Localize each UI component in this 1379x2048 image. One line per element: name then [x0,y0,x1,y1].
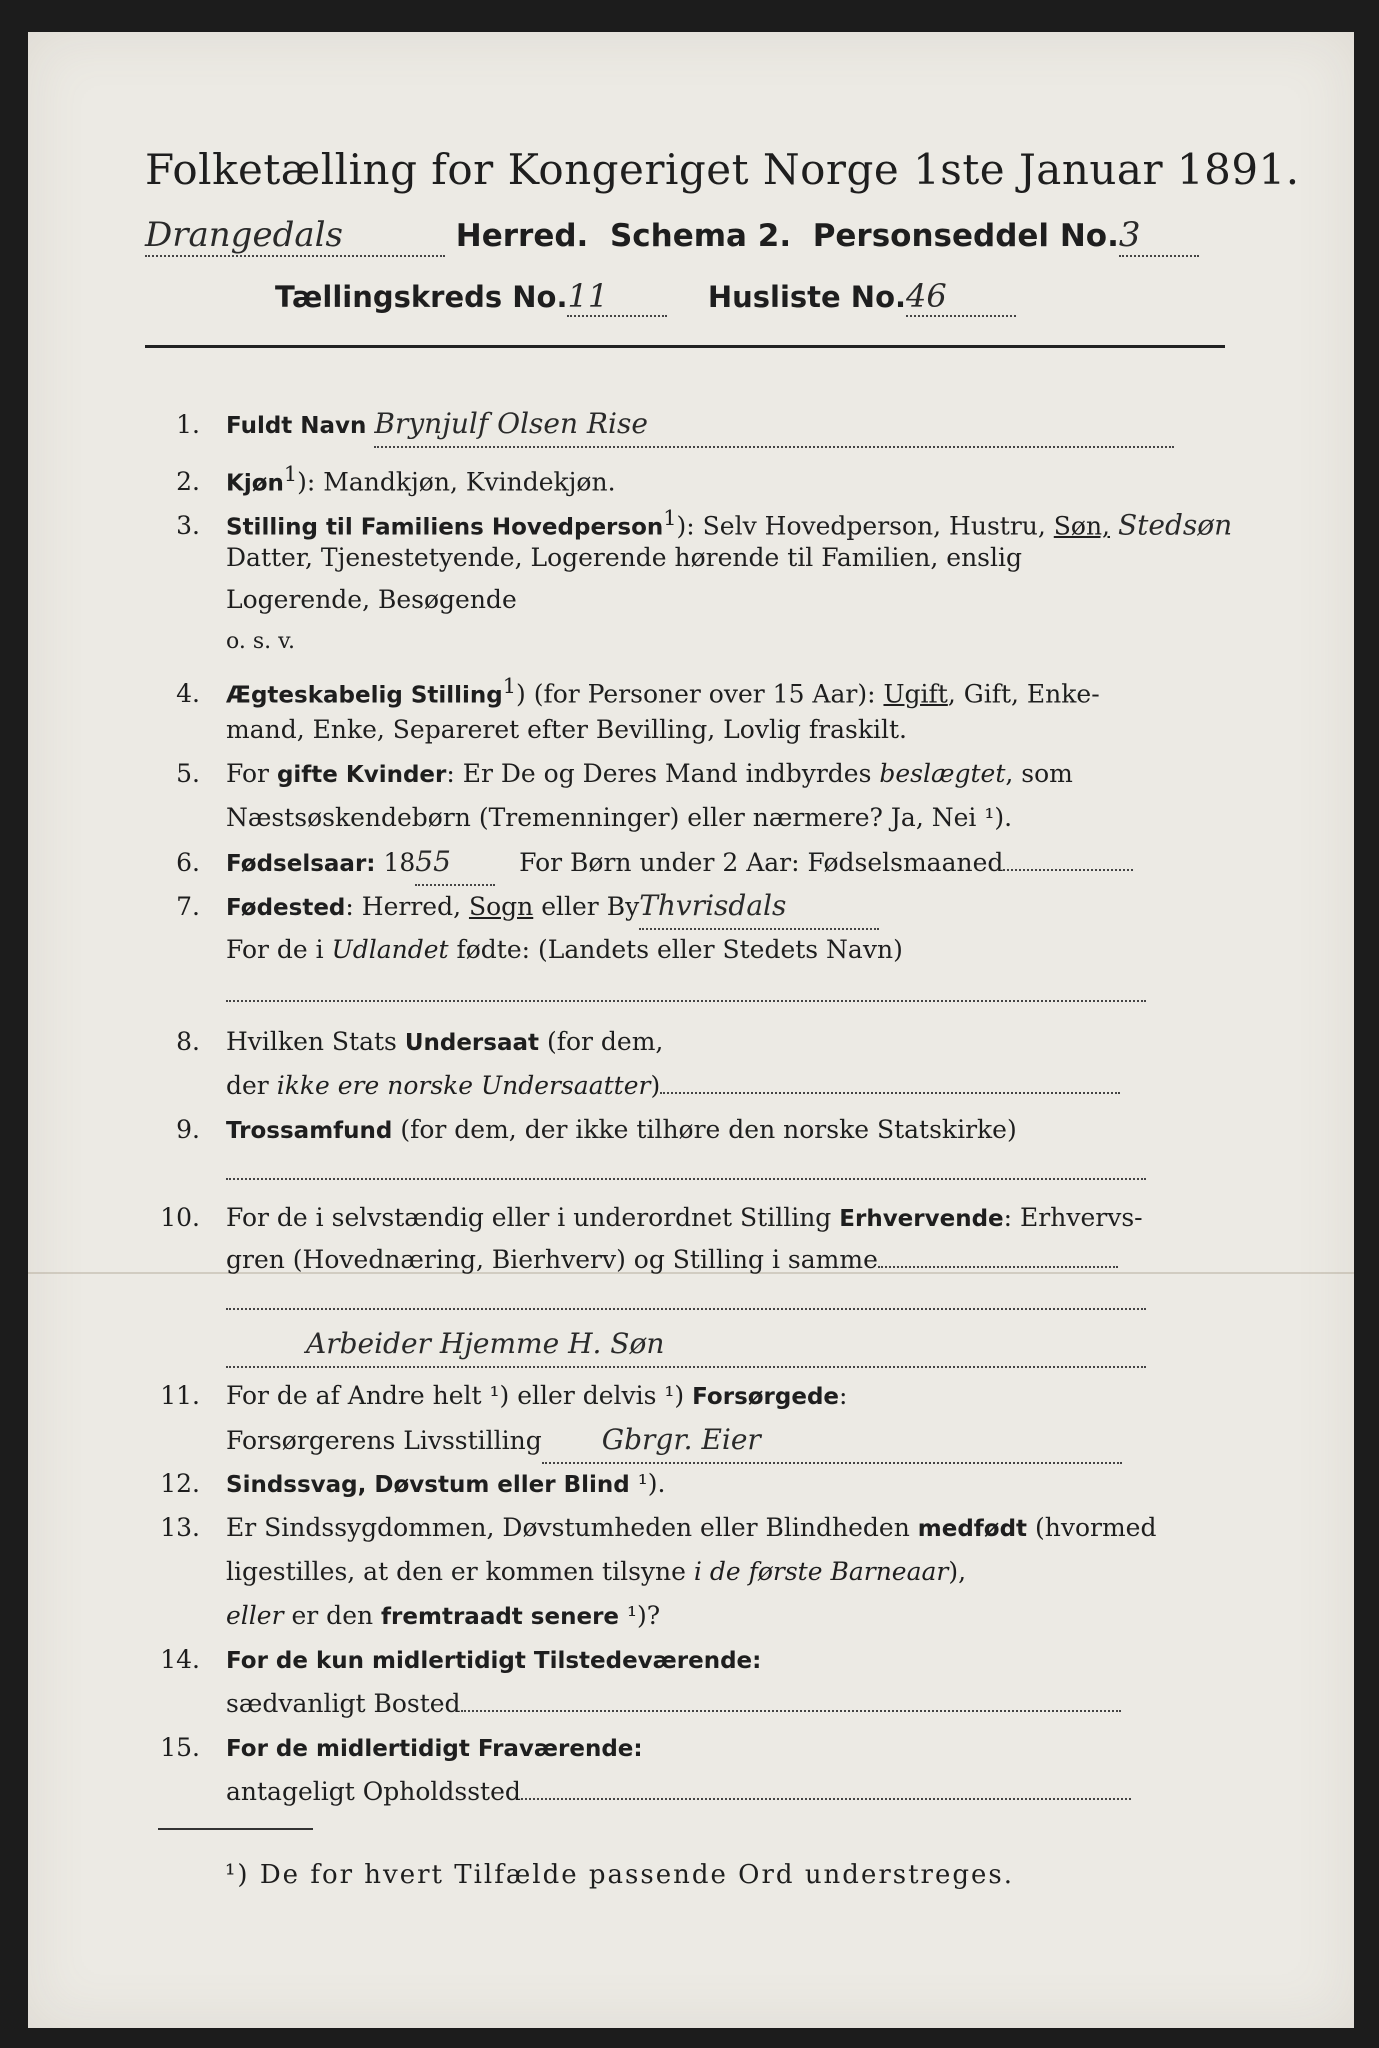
item-label: For de kun midlertidigt Tilstedeværende: [226,1648,762,1674]
item-label: Forsørgede [692,1384,840,1410]
item-15 [145,1726,1225,1771]
item-label: For de midlertidigt Fraværende: [226,1736,643,1762]
item-5 [145,752,1225,797]
footnote-separator [158,1828,313,1830]
item-text: gren (Hovednæring, Bierhverv) og Stilling i samme [226,1245,878,1274]
item-10 [145,1196,1225,1241]
header-rule [145,345,1225,348]
item-9-fill-line [145,1150,1306,1194]
item-7 [145,884,1225,930]
form-header-line [145,215,1225,257]
item-3-line-3: Logerende, Besøgende [226,585,517,614]
item-10-value-line [145,1322,1306,1368]
item-label: Fuldt Navn [226,413,367,439]
item-13-line-3 [145,1594,1306,1639]
birthplace-value: Thvrisdals [639,884,879,930]
item-3-line-4: o. s. v. [226,629,295,654]
underlined-option: Sogn [468,892,534,921]
item-number: 13. [160,1513,200,1542]
item-text: sædvanligt Bosted [226,1689,461,1718]
item-number: 6. [176,848,200,877]
item-5-line-2: Næstsøskendebørn (Tremenninger) eller nærmere? Ja, Nei ¹). [226,803,1013,832]
item-text: ligestilles, at den er kommen tilsyne [226,1557,694,1586]
item-text: Er Sindssygdommen, Døvstumheden eller Blindheden [226,1513,918,1542]
item-label: Ægteskabelig Stilling [226,682,503,709]
item-text: ¹)? [619,1601,661,1630]
footnote: ¹) De for hvert Tilfælde passende Ord understreges. [225,1860,1015,1890]
item-7-line-2 [145,928,1306,972]
birth-year-prefix: 18 [383,848,416,877]
item-6 [145,840,1225,886]
item-number: 4. [176,679,200,709]
item-text: Forsørgerens Livsstilling [226,1426,542,1455]
underlined-option: Ugift [883,679,948,709]
item-text: , Gift, Enke- [947,679,1100,709]
item-14-line-2 [145,1682,1306,1726]
item-8 [145,1020,1225,1065]
item-13-line-2 [145,1550,1306,1594]
husliste-label: Husliste No. [707,280,907,314]
item-number: 1. [176,410,200,439]
item-12 [145,1462,1225,1507]
item-text: For de i selvstændig eller i underordnet Stilling [226,1203,840,1232]
item-11-line-2 [145,1418,1306,1464]
personseddel-label: Personseddel No. [812,218,1119,254]
item-label: Kjøn [226,470,284,497]
item-text: For [226,759,277,788]
item-label: fremtraadt senere [381,1604,620,1630]
item-text: eller By [533,892,640,921]
item-text: er den [283,1601,382,1630]
husliste-value: 46 [906,277,1016,317]
item-text: antageligt Opholdssted [226,1777,521,1806]
herred-label: Herred. [455,218,589,254]
item-13 [145,1506,1225,1551]
form-title: Folketælling for Kongeriget Norge 1ste Januar 1891. [145,145,1300,194]
item-4: 4. Ægteskabelig Stilling$^1$) (for Personer over 15 Aar): Ugift, Gift, Enke- [145,664,1225,717]
item-text: : Er De og Deres Mand indbyrdes [446,759,880,788]
item-label: Fødselsaar: [226,851,376,877]
item-9 [145,1108,1225,1153]
item-number: 7. [176,892,200,921]
item-text: ¹). [629,1469,666,1498]
item-label: Undersaat [404,1030,539,1056]
underlined-option: Søn, [1053,511,1110,541]
item-italic: eller [226,1601,284,1630]
item-number: 14. [160,1645,200,1674]
birth-year-value: 55 [415,840,495,886]
item-8-line-2 [145,1064,1306,1108]
item-text: : Herred, [345,892,469,921]
item-11 [145,1374,1225,1419]
herred-value: Drangedals [145,215,445,257]
item-label: Erhvervende [839,1206,1004,1232]
item-text: ): Mandkjøn, Kvindekjøn. [297,467,616,497]
family-position-value: Stedsøn [1117,508,1233,542]
item-text: der [226,1071,277,1100]
item-number: 5. [176,759,200,788]
item-text: For de af Andre helt ¹) eller delvis ¹) [226,1381,693,1410]
item-text: (for dem, [539,1027,664,1056]
item-3-line-2: Datter, Tjenestetyende, Logerende hørende til Familien, enslig [226,543,1023,572]
item-italic: i de første Barneaar [693,1557,949,1586]
item-4-line-2: mand, Enke, Separeret efter Bevilling, Lovlig fraskilt. [226,715,907,744]
item-text: : Erhvervs- [1003,1203,1143,1232]
item-number: 15. [160,1733,200,1762]
item-text: ), [948,1557,967,1586]
item-label: Trossamfund [226,1118,393,1144]
item-number: 8. [176,1027,200,1056]
footnote-mark: 1 [283,462,298,486]
item-number: 11. [160,1381,200,1410]
item-number: 10. [160,1203,200,1232]
provider-occupation-value: Gbrgr. Eier [542,1418,1122,1464]
item-number: 3. [176,511,200,541]
item-italic: Udlandet [331,935,449,964]
item-text: ) (for Personer over 15 Aar): [516,679,884,709]
kreds-label: Tællingskreds No. [275,280,568,314]
item-10-line-2 [145,1238,1306,1282]
item-1 [145,402,1225,448]
occupation-value: Arbeider Hjemme H. Søn [226,1322,1146,1368]
item-italic: ikke ere norske Undersaatter [276,1071,651,1100]
item-label: Stilling til Familiens Hovedperson [226,514,664,541]
item-text: fødte: (Landets eller Stedets Navn) [448,935,903,964]
item-label: medfødt [917,1516,1028,1542]
item-3: 3. Stilling til Familiens Hovedperson$^1$): Selv Hovedperson, Hustru, Søn, Stedsøn [145,496,1225,549]
item-text: (for dem, der ikke tilhøre den norske Statskirke) [392,1115,1017,1144]
item-label: Sindssvag, Døvstum eller Blind [226,1472,630,1498]
item-7-fill-line [145,972,1306,1016]
full-name-value: Brynjulf Olsen Rise [374,402,1174,448]
item-15-line-2 [145,1770,1306,1814]
item-text: For de i [226,935,332,964]
item-text: For Børn under 2 Aar: Fødselsmaaned [519,848,1004,877]
item-number: 2. [176,467,200,497]
item-text: ): Selv Hovedperson, Hustru, [676,511,1054,541]
schema-label: Schema 2. [609,218,792,254]
item-text: Hvilken Stats [226,1027,405,1056]
kreds-line [275,277,1016,317]
item-number: 12. [160,1469,200,1498]
kreds-value: 11 [567,277,667,317]
item-text: : [839,1381,848,1410]
item-label: gifte Kvinder [276,762,447,788]
item-text: , som [1005,759,1073,788]
item-text: (hvormed [1027,1513,1157,1542]
item-text: ) [650,1071,661,1100]
item-number: 9. [176,1115,200,1144]
item-10-fill-line [145,1280,1306,1324]
item-label: Fødested [226,895,346,921]
item-italic: beslægtet [879,759,1006,788]
item-14 [145,1638,1225,1683]
personseddel-value: 3 [1119,215,1199,257]
